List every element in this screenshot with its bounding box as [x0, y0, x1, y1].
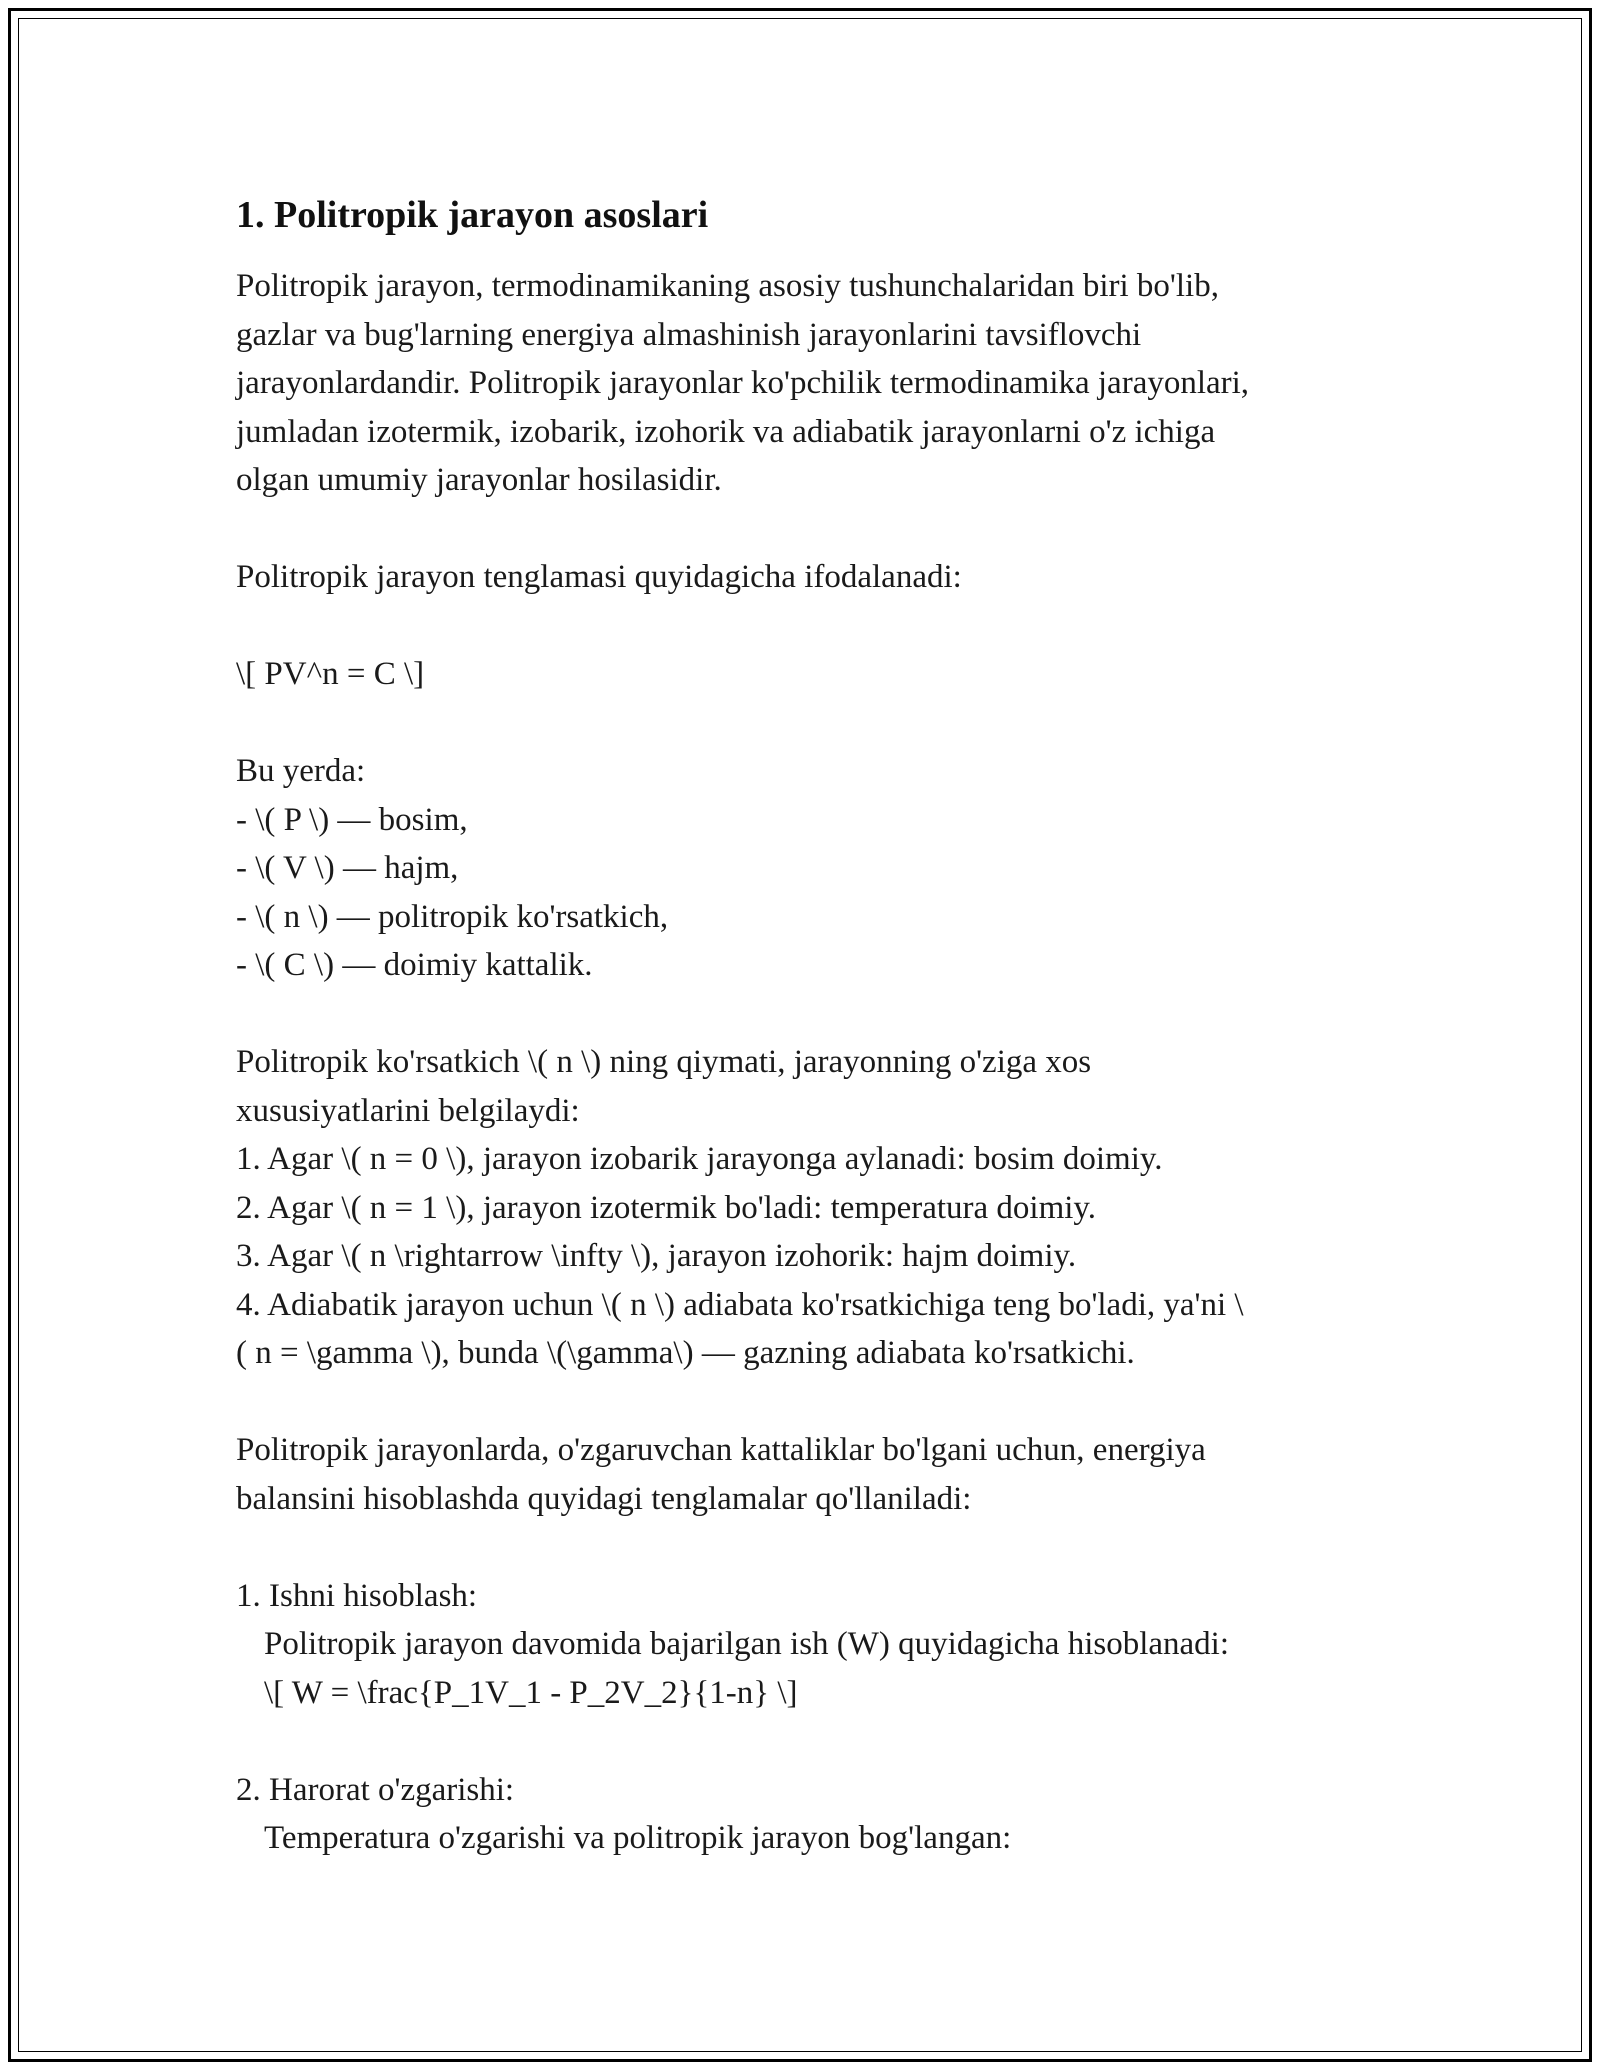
document-body [236, 190, 1396, 1863]
variable-item: - \( P \) — bosim, [236, 801, 468, 838]
case-item: 2. Agar \( n = 1 \), jarayon izotermik bo'ladi: temperatura doimiy. [236, 1189, 1097, 1226]
paragraph-line: Politropik ko'rsatkich \( n \) ning qiymati, jarayonning o'ziga xos [236, 1044, 1092, 1080]
paragraph-gap [236, 699, 1396, 748]
index-cases-paragraph [236, 1038, 1396, 1378]
temperature-section [236, 1766, 1396, 1863]
paragraph-gap [236, 505, 1396, 554]
where-label: Bu yerda: [236, 753, 366, 789]
paragraph-line: jumladan izotermik, izobarik, izohorik va adiabatik jarayonlarni o'z ichiga [236, 413, 1216, 450]
main-equation: \[ PV^n = C \] [236, 656, 425, 692]
paragraph-line: xususiyatlarini belgilaydi: [236, 1092, 580, 1129]
variable-item: - \( C \) — doimiy kattalik. [236, 947, 593, 983]
paragraph-line: balansini hisoblashda quyidagi tenglamalar qo'llaniladi: [236, 1480, 972, 1517]
variable-item: - \( n \) — politropik ko'rsatkich, [236, 898, 669, 935]
paragraph-gap [236, 990, 1396, 1039]
paragraph-gap [236, 1378, 1396, 1427]
case-item-continuation: ( n = \gamma \), bunda \(\gamma\) — gazning adiabata ko'rsatkichi. [236, 1335, 1135, 1371]
paragraph-line: gazlar va bug'larning energiya almashinish jarayonlarini tavsiflovchi [236, 316, 1142, 353]
equation-intro: Politropik jarayon tenglamasi quyidagicha ifodalanadi: [236, 559, 962, 595]
case-item: 4. Adiabatik jarayon uchun \( n \) adiabata ko'rsatkichiga teng bo'ladi, ya'ni \ [236, 1286, 1244, 1323]
paragraph-line: olgan umumiy jarayonlar hosilasidir. [236, 462, 722, 498]
variable-item: - \( V \) — hajm, [236, 850, 459, 886]
temperature-heading: 2. Harorat o'zgarishi: [236, 1771, 515, 1808]
case-item: 3. Agar \( n \rightarrow \infty \), jarayon izohorik: hajm doimiy. [236, 1238, 1077, 1274]
balance-paragraph [236, 1426, 1396, 1523]
section-title: 1. Politropik jarayon asoslari [236, 194, 709, 236]
intro-paragraph [236, 262, 1396, 505]
work-section [236, 1572, 1396, 1718]
temperature-text: Temperatura o'zgarishi va politropik jarayon bog'langan: [264, 1820, 1012, 1856]
work-text: Politropik jarayon davomida bajarilgan ish (W) quyidagicha hisoblanadi: [264, 1626, 1230, 1662]
case-item: 1. Agar \( n = 0 \), jarayon izobarik jarayonga aylanadi: bosim doimiy. [236, 1141, 1163, 1177]
work-heading: 1. Ishni hisoblash: [236, 1577, 478, 1614]
paragraph-line: Politropik jarayonlarda, o'zgaruvchan kattaliklar bo'lgani uchun, energiya [236, 1432, 1206, 1468]
variable-list [236, 747, 1396, 990]
paragraph-line: Politropik jarayon, termodinamikaning asosiy tushunchalaridan biri bo'lib, [236, 268, 1219, 304]
paragraph-gap [236, 602, 1396, 651]
paragraph-gap [236, 1717, 1396, 1766]
paragraph-line: jarayonlardandir. Politropik jarayonlar ko'pchilik termodinamika jarayonlari, [236, 365, 1250, 401]
work-formula: \[ W = \frac{P_1V_1 - P_2V_2}{1-n} \] [264, 1674, 798, 1711]
paragraph-gap [236, 1523, 1396, 1572]
